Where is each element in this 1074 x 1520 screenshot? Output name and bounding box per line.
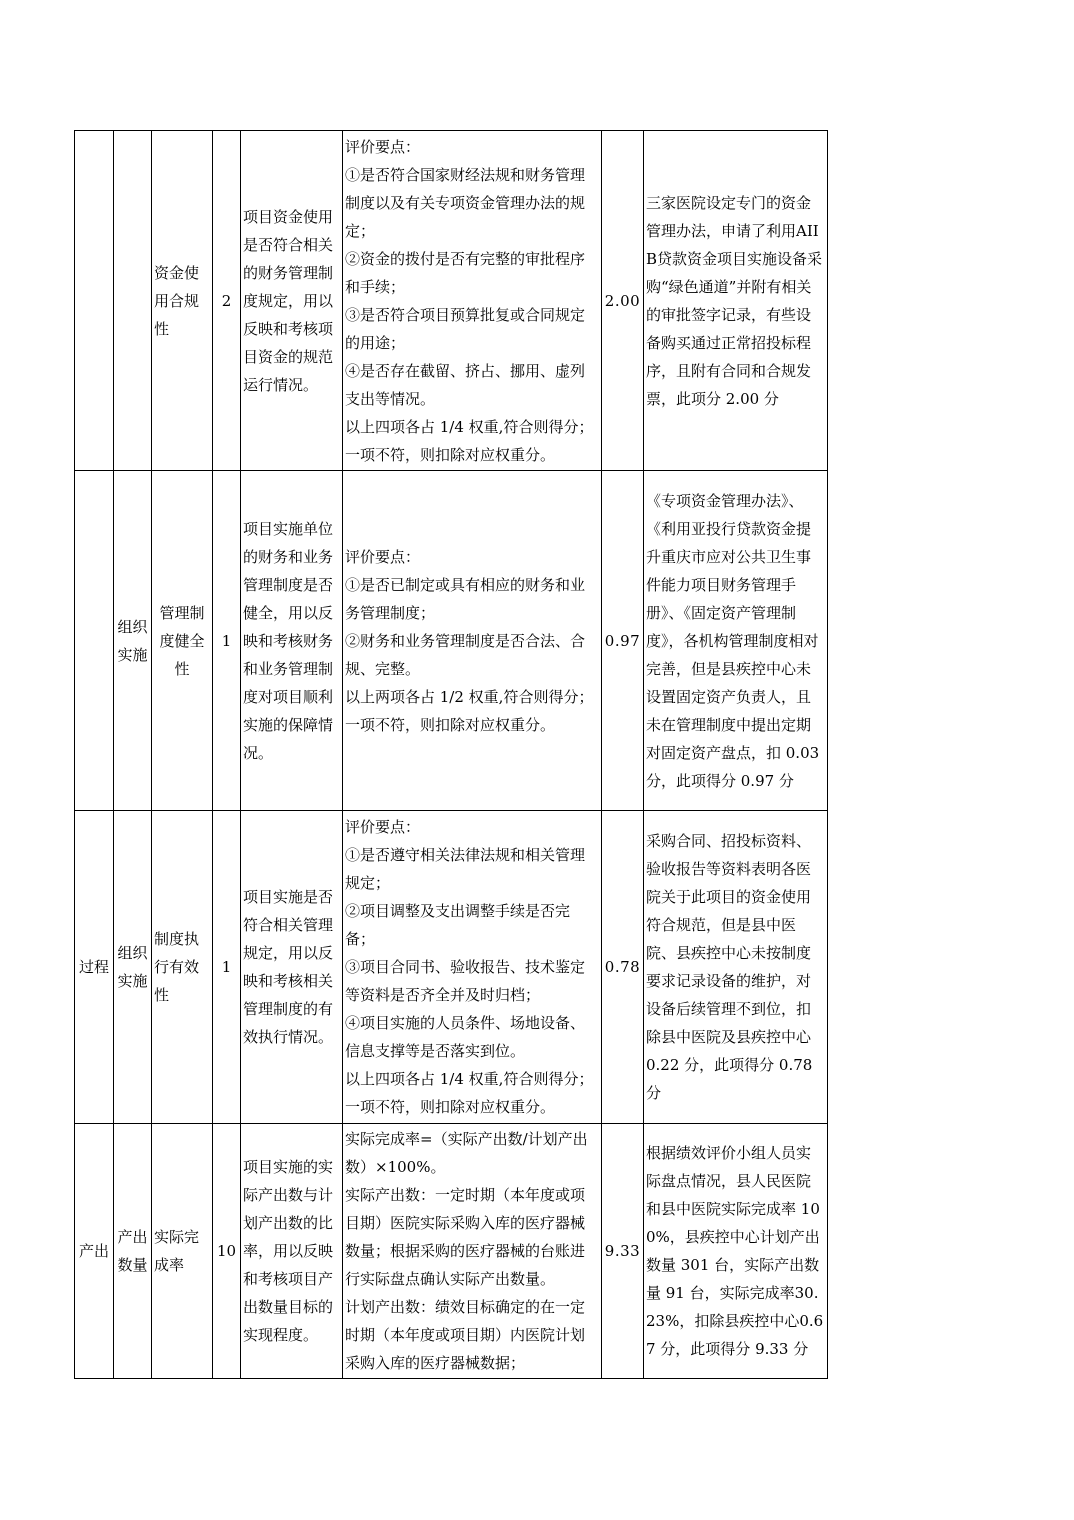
remark-cell: 根据绩效评价小组人员实际盘点情况，县人民医院和县中医院实际完成率 100%，县疾控中心计划产出数量 301 台，实际产出数量 91 台，实际完成率30.23%，扣除县疾控中心0.67 分，此项得分 9.33 分 [644,1124,828,1379]
criteria-line: ②项目调整及支出调整手续是否完备； [345,902,571,948]
criteria-line: ①是否遵守相关法律法规和相关管理规定； [345,846,586,892]
remark-cell: 采购合同、招投标资料、验收报告等资料表明各医院关于此项目的资金使用符合规范，但是县中医院、县疾控中心未按制度要求记录设备的维护，对设备后续管理不到位，扣除县中医院及县疾控中心 0.22 分，此项得分 0.78 分 [644,811,828,1124]
score-cell: 9.33 [602,1124,644,1379]
description-cell: 项目实施的实际产出数与计划产出数的比率，用以反映和考核项目产出数量目标的实现程度。 [241,1124,343,1379]
table-row [75,1124,828,1379]
table-row [75,811,828,1124]
criteria-line: 评价要点： [345,137,421,156]
level1-cell [75,471,114,811]
level2-cell: 产出数量 [114,1124,152,1379]
criteria-line: 实际产出数：一定时期（本年度或项目期）医院实际采购入库的医疗器械数量；根据采购的医疗器械的台账进行实际盘点确认实际产出数量。 [345,1186,586,1288]
weight-cell: 10 [213,1124,241,1379]
level2-cell: 组织实施 [114,811,152,1124]
criteria-line: ④项目实施的人员条件、场地设备、信息支撑等是否落实到位。 [345,1014,586,1060]
criteria-line: 评价要点： [345,547,421,566]
criteria-line: ④是否存在截留、挤占、挪用、虚列支出等情况。 [345,361,586,408]
indicator-cell: 实际完成率 [152,1124,213,1379]
weight-cell: 1 [213,471,241,811]
table-row [75,131,828,471]
description-cell: 项目资金使用是否符合相关的财务管理制度规定，用以反映和考核项目资金的规范运行情况。 [241,131,343,471]
criteria-line: 以上四项各占 1/4 权重,符合则得分；一项不符，则扣除对应权重分。 [345,417,594,464]
level2-cell [114,131,152,471]
criteria-line: 实际完成率=（实际产出数/计划产出数）×100%。 [345,1130,588,1176]
criteria-line: ①是否符合国家财经法规和财务管理制度以及有关专项资金管理办法的规定； [345,165,586,240]
score-cell: 0.78 [602,811,644,1124]
score-cell: 0.97 [602,471,644,811]
criteria-line: ②资金的拨付是否有完整的审批程序和手续； [345,249,586,296]
description-cell: 项目实施是否符合相关管理规定，用以反映和考核相关管理制度的有效执行情况。 [241,811,343,1124]
criteria-line: 以上两项各占 1/2 权重,符合则得分；一项不符，则扣除对应权重分。 [345,687,594,734]
score-cell: 2.00 [602,131,644,471]
table-row [75,471,828,811]
criteria-line: ③项目合同书、验收报告、技术鉴定等资料是否齐全并及时归档； [345,958,586,1004]
criteria-cell [343,811,602,1124]
criteria-cell [343,131,602,471]
weight-cell: 1 [213,811,241,1124]
indicator-cell: 管理制度健全性 [152,471,213,811]
level1-cell: 过程 [75,811,114,1124]
indicator-cell: 资金使用合规性 [152,131,213,471]
criteria-line: 以上四项各占 1/4 权重,符合则得分；一项不符，则扣除对应权重分。 [345,1070,594,1116]
evaluation-table [74,130,828,1379]
level2-cell: 组织实施 [114,471,152,811]
criteria-cell [343,1124,602,1379]
remark-cell: 《专项资金管理办法》、《利用亚投行贷款资金提升重庆市应对公共卫生事件能力项目财务管理手册》、《固定资产管理制度》，各机构管理制度相对完善，但是县疾控中心未设置固定资产负责人，且未在管理制度中提出定期对固定资产盘点，扣 0.03 分，此项得分 0.97 分 [644,471,828,811]
level1-cell [75,131,114,471]
criteria-line: ③是否符合项目预算批复或合同规定的用途； [345,305,586,352]
weight-cell: 2 [213,131,241,471]
remark-cell: 三家医院设定专门的资金管理办法，申请了利用AIIB贷款资金项目实施设备采购“绿色通道”并附有相关的审批签字记录，有些设备购买通过正常招投标程序，且附有合同和合规发票，此项分 2.00 分 [644,131,828,471]
criteria-cell [343,471,602,811]
level1-cell: 产出 [75,1124,114,1379]
description-cell: 项目实施单位的财务和业务管理制度是否健全，用以反映和考核财务和业务管理制度对项目顺利实施的保障情况。 [241,471,343,811]
indicator-cell: 制度执行有效性 [152,811,213,1124]
criteria-line: 计划产出数：绩效目标确定的在一定时期（本年度或项目期）内医院计划采购入库的医疗器械数据； [345,1298,586,1372]
criteria-line: 评价要点： [345,818,421,836]
criteria-line: ①是否已制定或具有相应的财务和业务管理制度； [345,575,586,622]
criteria-line: ②财务和业务管理制度是否合法、合规、完整。 [345,631,586,678]
